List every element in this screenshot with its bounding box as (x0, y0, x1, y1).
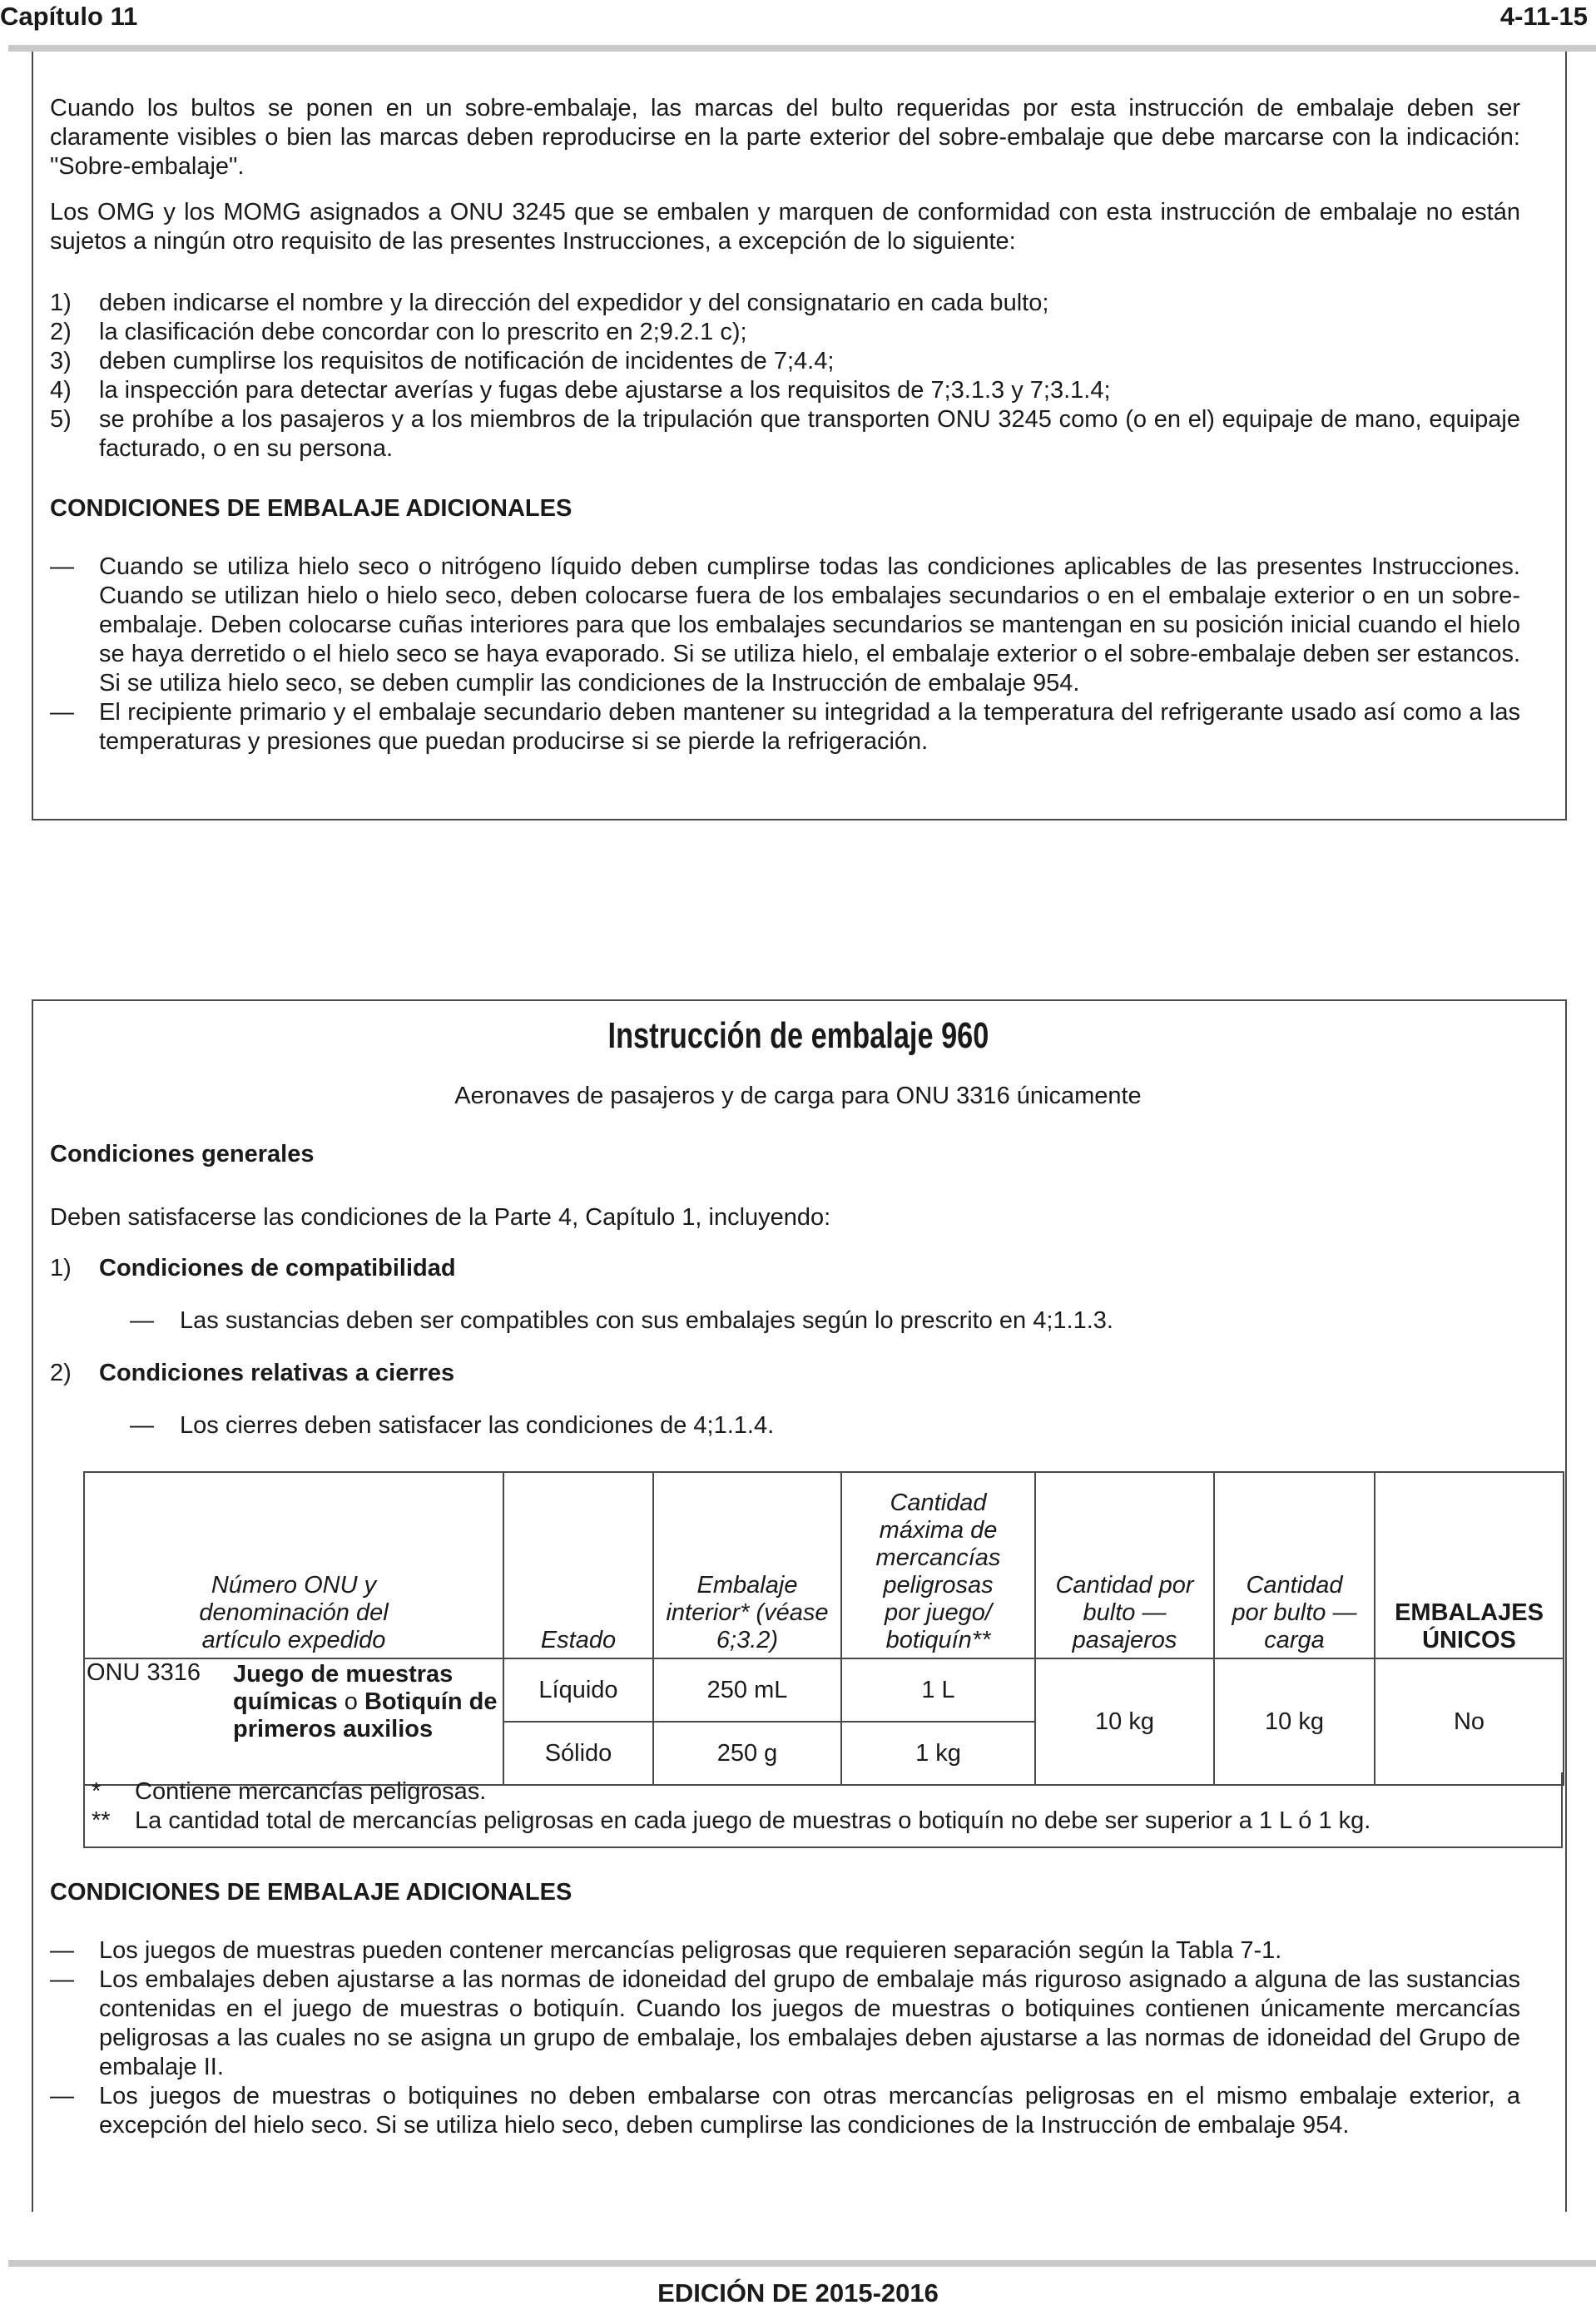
dash-text: Los juegos de muestras pueden contener mercancías peligrosas que requieren separación según la Tabla 7-1. (99, 1937, 1282, 1964)
section1-paragraph-1: Cuando los bultos se ponen en un sobre-embalaje, las marcas del bulto requeridas por esta instrucción de embalaje deben ser claramente visibles o bien las marcas deben reproducirse en la parte exterior del sobre-embalaje que debe marcarse con la indicación: "Sobre-embalaje". (50, 95, 1520, 180)
single-packagings-value: No (1375, 1658, 1564, 1785)
dash-text: Cuando se utiliza hielo seco o nitrógeno líquido deben cumplirse todas las condiciones aplicables de las presentes Instrucciones. Cuando se utilizan hielo o hielo seco, deben colocarse fuera de los embalajes secundarios o en el embalaje exterior o en un sobre-embalaje. Deben colocarse cuñas interiores para que los embalajes secundarios se mantengan en su posición inicial cuando el hielo se haya derretido o el hielo seco se haya evaporado. Si se utiliza hielo, el embalaje exterior o el sobre-embalaje deben ser estancos. Si se utiliza hielo seco, se deben cumplir las condiciones de la Instrucción de embalaje 954. (99, 553, 1520, 696)
section1-heading: CONDICIONES DE EMBALAJE ADICIONALES (50, 495, 572, 522)
header-qty-passenger: Cantidad por bulto — pasajeros (1035, 1472, 1214, 1658)
un-name-part-1: Juego de muestras químicas (233, 1661, 454, 1715)
condition-number: 2) (50, 1360, 72, 1386)
list-item (50, 347, 1520, 376)
condition-detail-text: Las sustancias deben ser compatibles con sus embalajes según lo prescrito en 4;1.1.3. (180, 1307, 1113, 1334)
table-footnotes (83, 1772, 1563, 1848)
general-conditions-heading: Condiciones generales (50, 1141, 315, 1167)
un-name-part-2: Botiquín de primeros auxilios (233, 1688, 498, 1742)
instruction-title (0, 1015, 1596, 1056)
footer-rule (8, 2260, 1596, 2267)
list-item (50, 289, 1520, 318)
max-liquid: 1 L (841, 1658, 1035, 1722)
page-reference: 4-11-15 (1499, 2, 1588, 31)
condition-detail-text: Los cierres deben satisfacer las condiciones de 4;1.1.4. (180, 1412, 775, 1439)
footnote-text: La cantidad total de mercancías peligrosas en cada juego de muestras o botiquín no debe ser superior a 1 L ó 1 kg. (135, 1807, 1371, 1834)
state-liquid: Líquido (503, 1658, 653, 1722)
inner-solid: 250 g (653, 1722, 841, 1785)
dash-mark: — (50, 553, 74, 580)
section2-heading: CONDICIONES DE EMBALAJE ADICIONALES (50, 1879, 572, 1906)
list-number: 2) (50, 319, 72, 345)
dash-item (50, 553, 1520, 698)
list-text: deben cumplirse los requisitos de notificación de incidentes de 7;4.4; (99, 348, 835, 374)
list-number: 3) (50, 348, 72, 374)
list-number: 5) (50, 406, 72, 433)
header-state: Estado (503, 1472, 653, 1658)
header-rule (8, 45, 1596, 52)
section1-dash-list (50, 553, 1520, 756)
qty-cargo-value: 10 kg (1214, 1658, 1375, 1785)
max-solid: 1 kg (841, 1722, 1035, 1785)
list-item (50, 376, 1520, 405)
dash-mark: — (130, 1307, 154, 1334)
dash-mark: — (50, 699, 74, 726)
packing-table (83, 1471, 1564, 1786)
inner-liquid: 250 mL (653, 1658, 841, 1722)
condition-row (50, 1359, 1520, 1388)
dash-text: El recipiente primario y el embalaje secundario deben mantener su integridad a la temperatura del refrigerante usado así como a las temperaturas y presiones que puedan producirse si se pierde la refrigeración. (99, 699, 1520, 755)
edition-footer: EDICIÓN DE 2015-2016 (657, 2278, 939, 2308)
condition-1 (50, 1254, 1520, 1283)
list-item (50, 318, 1520, 347)
instruction-subtitle: Aeronaves de pasajeros y de carga para ONU 3316 únicamente (454, 1083, 1142, 1109)
condition-2-detail (130, 1411, 1548, 1440)
dash-mark: — (50, 1937, 74, 1964)
condition-title: Condiciones de compatibilidad (99, 1255, 456, 1281)
list-item (50, 405, 1520, 463)
list-number: 1) (50, 290, 72, 316)
header-qty-cargo: Cantidad por bulto — carga (1214, 1472, 1375, 1658)
list-text: deben indicarse el nombre y la dirección del expedidor y del consignatario en cada bulto; (99, 290, 1049, 316)
list-text: la inspección para detectar averías y fugas debe ajustarse a los requisitos de 7;3.1.3 y 7;3.1.4; (99, 377, 1111, 404)
list-text: se prohíbe a los pasajeros y a los miembros de la tripulación que transporten ONU 3245 como (o en el) equipaje de mano, equipaje facturado, o en su persona. (99, 406, 1520, 462)
dash-item (50, 698, 1520, 756)
qty-passenger-value: 10 kg (1035, 1658, 1214, 1785)
condition-2 (50, 1359, 1520, 1388)
condition-number: 1) (50, 1255, 72, 1281)
section1-numbered-list (50, 289, 1520, 463)
footnote-mark: ** (92, 1807, 111, 1834)
dash-mark: — (130, 1412, 154, 1439)
dash-mark: — (50, 1966, 74, 1993)
un-number: ONU 3316 (87, 1659, 201, 1686)
condition-1-detail (130, 1306, 1548, 1336)
list-number: 4) (50, 377, 72, 404)
condition-row (50, 1254, 1520, 1283)
general-conditions-intro: Deben satisfacerse las condiciones de la Parte 4, Capítulo 1, incluyendo: (50, 1204, 831, 1231)
section2-dash-list (50, 1936, 1520, 2140)
un-name-or: o (344, 1688, 358, 1715)
un-entry-cell (84, 1658, 503, 1785)
state-solid: Sólido (503, 1722, 653, 1785)
page-header (0, 0, 1596, 52)
dash-item (50, 2082, 1520, 2140)
instruction-title-text: Instrucción de embalaje 960 (607, 1015, 989, 1056)
dash-text: Los juegos de muestras o botiquines no deben embalarse con otras mercancías peligrosas en el mismo embalaje exterior, a excepción del hielo seco. Si se utiliza hielo seco, deben cumplirse las condiciones de la Instrucción de embalaje 954. (99, 2083, 1520, 2139)
list-text: la clasificación debe concordar con lo prescrito en 2;9.2.1 c); (99, 319, 747, 345)
header-inner-packaging: Embalaje interior* (véase 6;3.2) (653, 1472, 841, 1658)
dash-mark: — (50, 2083, 74, 2109)
dash-text: Los embalajes deben ajustarse a las normas de idoneidad del grupo de embalaje más riguroso asignado a alguna de las sustancias contenidas en el juego de muestras o botiquín. Cuando los juegos de muestras o botiquines contienen únicamente mercancías peligrosas a las cuales no se asigna un grupo de embalaje, los embalajes deben ajustarse a las normas de idoneidad del Grupo de embalaje II. (99, 1966, 1520, 2080)
footnote-mark: * (92, 1778, 102, 1805)
header-un-number: Número ONU y denominación del artículo expedido (84, 1472, 503, 1658)
header-single-packagings: EMBALAJES ÚNICOS (1375, 1472, 1564, 1658)
footnote-text: Contiene mercancías peligrosas. (135, 1778, 487, 1805)
condition-title: Condiciones relativas a cierres (99, 1360, 455, 1386)
dash-item (50, 1965, 1520, 2082)
chapter-label: Capítulo 11 (0, 2, 138, 31)
section1-paragraph-2: Los OMG y los MOMG asignados a ONU 3245 que se embalen y marquen de conformidad con esta instrucción de embalaje no están sujetos a ningún otro requisito de las presentes Instrucciones, a excepción de lo siguiente: (50, 199, 1520, 255)
header-max-quantity: Cantidad máxima de mercancías peligrosas por juego/ botiquín** (841, 1472, 1035, 1658)
dash-item (50, 1936, 1520, 1965)
un-proper-name (233, 1659, 503, 1745)
